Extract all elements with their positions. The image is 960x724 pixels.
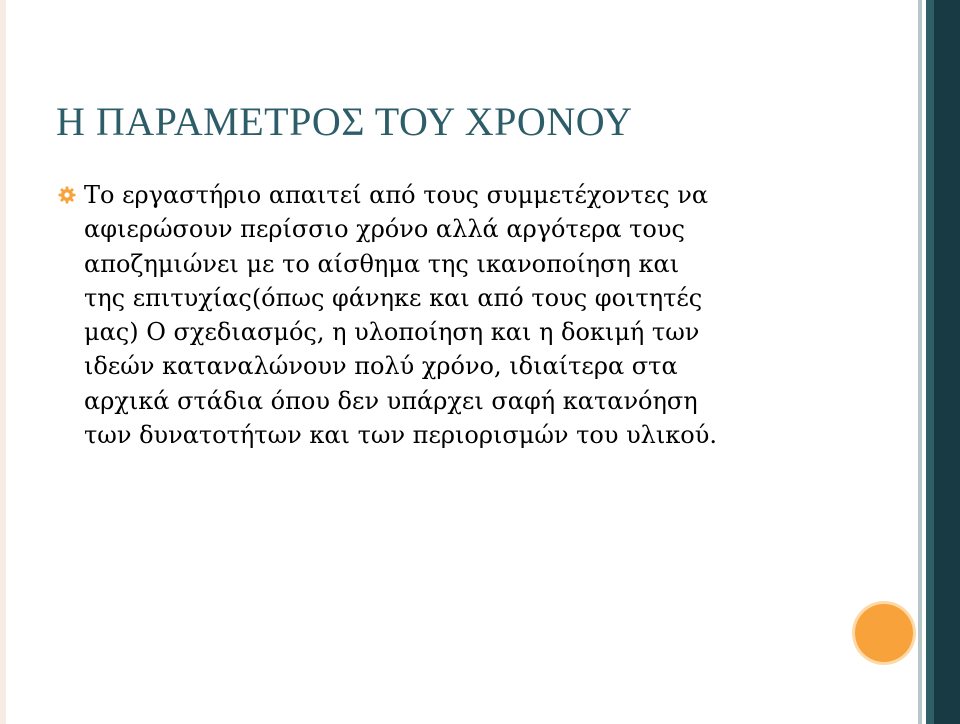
gear-bullet-icon: [58, 186, 76, 204]
bullet-line: αρχικά στάδια όπου δεν υπάρχει σαφή κατανόηση: [84, 386, 698, 415]
bullet-line: μας) Ο σχεδιασμός, η υλοποίηση και η δοκιμή των: [84, 318, 700, 347]
bullet-line: Το εργαστήριο απαιτεί από τους συμμετέχοντες να: [84, 181, 709, 209]
orange-circle-decoration: [855, 604, 913, 662]
bullet-line: ιδεών καταναλώνουν πολύ χρόνο, ιδιαίτερα στα: [84, 352, 678, 381]
bullet-line: αφιερώσουν περίσσιο χρόνο αλλά αργότερα τους: [84, 215, 685, 244]
bullet-line: των δυνατοτήτων και των περιορισμών του υλικού.: [84, 421, 717, 450]
bullet-line: αποζημιώνει με το αίσθημα της ικανοποίηση και: [84, 249, 680, 278]
slide-title: Η ΠΑΡΑΜΕΤΡΟΣ ΤΟΥ ΧΡΟΝΟΥ: [56, 99, 633, 144]
left-edge-decoration: [0, 0, 6, 724]
bullet-text: [84, 178, 844, 452]
right-band-mid: [926, 0, 934, 724]
bullet-line: της επιτυχίας(όπως φάνηκε και από τους φοιτητές: [84, 283, 703, 312]
right-band-dark: [934, 0, 960, 724]
